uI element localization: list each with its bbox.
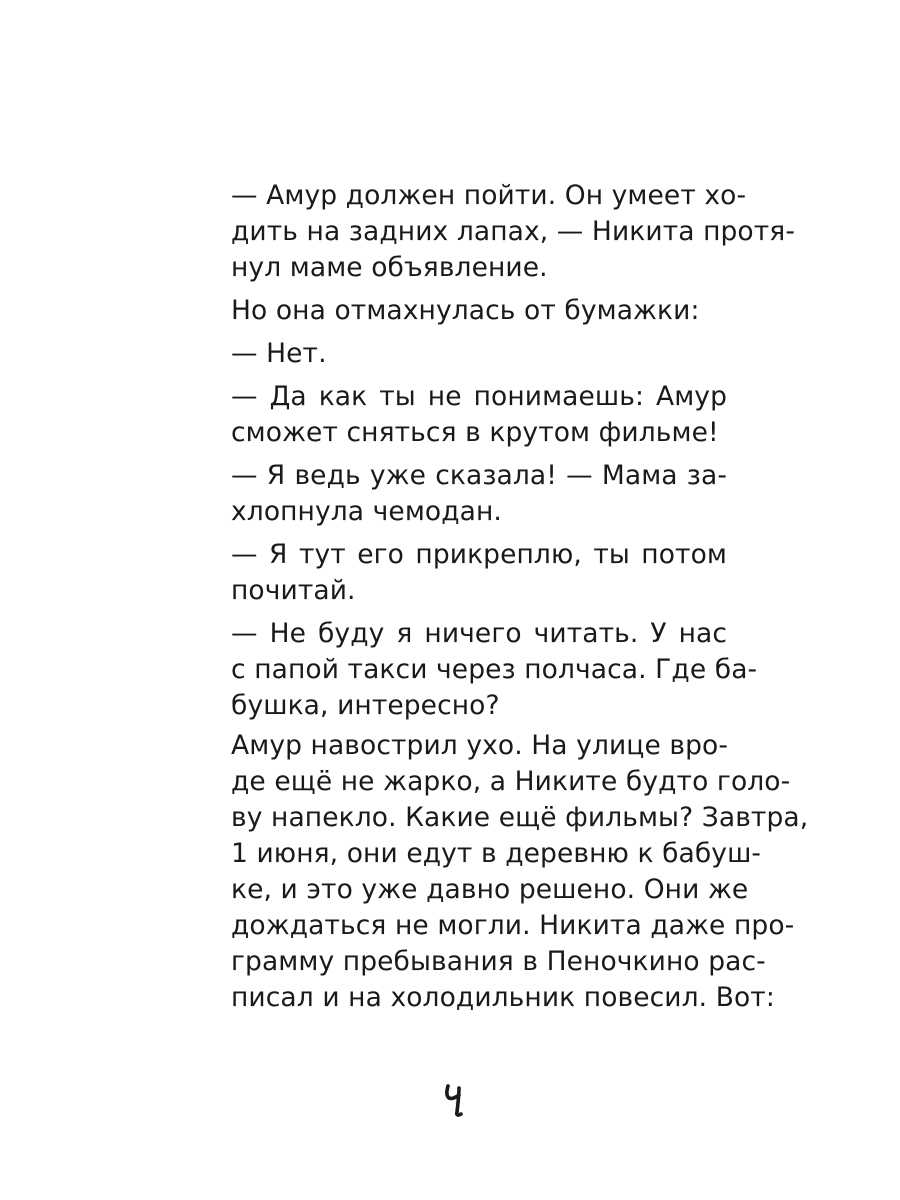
text-line: писал и на холодильник повесил. Вот: [231, 982, 775, 1013]
text-line: почитай. [231, 575, 356, 606]
page-number [443, 1080, 467, 1120]
text-line: — Амур должен пойти. Он умеет хо- [231, 180, 747, 211]
paragraph [195, 728, 809, 1016]
text-line: — Нет. [231, 338, 327, 369]
text-line: бушка, интересно? [231, 690, 500, 721]
paragraph [195, 537, 727, 609]
text-line: с папой такси через полчаса. Где ба- [231, 654, 758, 685]
paragraph [195, 458, 727, 530]
text-section-1 [195, 178, 795, 731]
text-line: Амур навострил ухо. На улице вро- [231, 730, 728, 761]
text-line: Но она отмахнулась от бумажки: [231, 295, 700, 326]
paragraph [195, 616, 758, 724]
text-line: — Да как ты не понимаешь: Амур [231, 381, 727, 412]
paragraph [195, 379, 727, 451]
text-line: нул маме объявление. [231, 252, 548, 283]
text-line: хлопнула чемодан. [231, 496, 502, 527]
text-line: ву напекло. Какие ещё фильмы? Завтра, [231, 802, 809, 833]
text-line: ке, и это уже давно решено. Они же [231, 874, 749, 905]
paragraph [195, 336, 727, 372]
page-number-glyph [443, 1080, 467, 1120]
text-line: — Не буду я ничего читать. У нас [231, 618, 727, 649]
text-line: дить на задних лапах, — Никита протя- [231, 216, 795, 247]
text-line: де ещё не жарко, а Никите будто голо- [231, 766, 791, 797]
text-line: — Я ведь уже сказала! — Мама за- [231, 460, 727, 491]
text-line: дождаться не могли. Никита даже про- [231, 910, 795, 941]
text-line: — Я тут его прикреплю, ты потом [231, 539, 727, 570]
paragraph [195, 293, 727, 329]
text-section-2 [195, 728, 809, 1023]
paragraph [195, 178, 795, 286]
text-line: сможет сняться в крутом фильме! [231, 417, 719, 448]
text-line: 1 июня, они едут в деревню к бабуш- [231, 838, 762, 869]
text-line: грамму пребывания в Пеночкино рас- [231, 946, 766, 977]
